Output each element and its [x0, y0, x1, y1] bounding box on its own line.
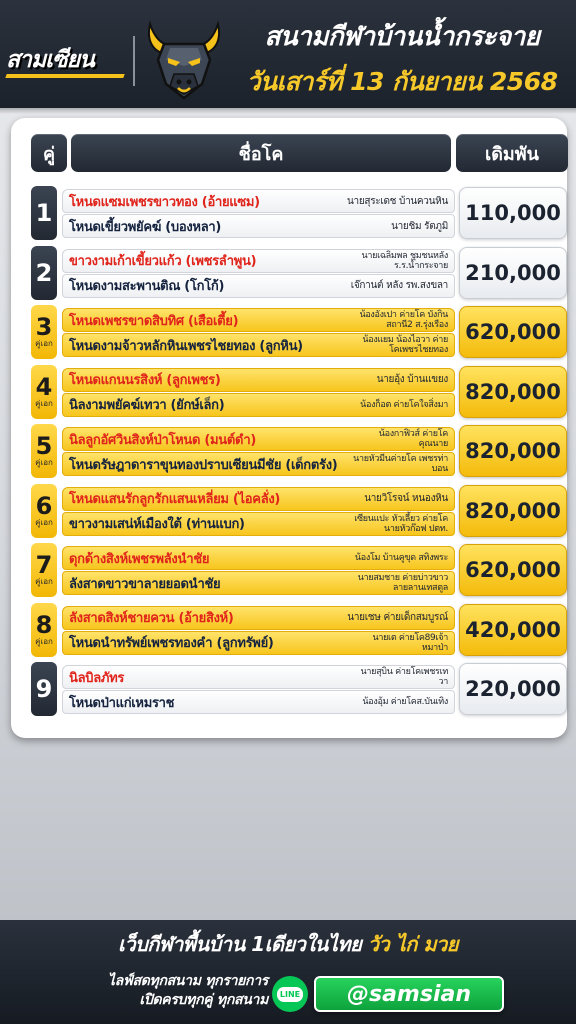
table-header — [21, 134, 567, 174]
brand-underline — [5, 74, 124, 78]
fighter-b-name: โหนดงามสะพานติณ (โกโก้) — [69, 279, 225, 294]
pair-number-value: 6 — [35, 491, 53, 520]
main-pair-tag: คู่เอก — [35, 577, 53, 586]
pair-number — [31, 543, 57, 597]
fighter-a-name: นิลบิลภัทร — [69, 670, 125, 686]
bet-amount: 220,000 — [459, 663, 567, 715]
pair-number-value: 7 — [35, 551, 53, 579]
fighter-a-owner: นายเชษ ค่ายเด็กสมบูรณ์ — [347, 612, 448, 623]
bet-amount: 620,000 — [459, 306, 567, 358]
fighter-a-line — [62, 427, 455, 451]
fighter-a-name: นิลลูกอัศวินสิงห์ป่าโหนด (มนต์ดำ) — [69, 432, 257, 448]
fighter-b-line — [62, 631, 455, 655]
fighter-b-name: นิลงามพยัคฆ์เทวา (ยักษ์เล็ก) — [69, 398, 225, 413]
bet-amount: 210,000 — [459, 247, 567, 299]
fighter-a-name: ดุกด้างสิงห์เพชรพลังนำชัย — [69, 551, 210, 567]
fight-card-panel — [11, 118, 567, 738]
pair-number-value: 2 — [35, 258, 53, 287]
match-row — [21, 424, 567, 480]
pair-number — [31, 186, 57, 240]
fighter-a-name: โหนดแสนรักลูกรักแสนเหลี่ยม (ไอคลั่ง) — [69, 492, 281, 507]
match-row — [21, 603, 567, 659]
fighter-b-name: ลังสาดขาวขาลายยอดนำชัย — [69, 576, 221, 592]
fighter-b-name: โหนดป่าแก่เหมราช — [69, 695, 175, 711]
pair-number-value: 9 — [35, 675, 53, 703]
brand-divider — [133, 36, 135, 86]
brand-logo — [6, 40, 128, 80]
bet-amount: 420,000 — [459, 604, 567, 656]
tagline-line-1: ไลฟ์สดทุกสนาม ทุกรายการ — [107, 973, 268, 989]
bull-head-icon — [144, 14, 224, 100]
fighter-b-name: โหนดนำทรัพย์เพชรทองคำ (ลูกทรัพย์) — [69, 636, 274, 651]
header-banner — [0, 0, 576, 108]
fighter-b-name: โหนดเขี้ยวพยัคฆ์ (บองหลา) — [69, 219, 222, 235]
fighter-a-owner: นายวิโรจน์ หนองหิน — [364, 493, 448, 504]
match-row — [21, 246, 567, 302]
fighter-a-owner: นายสุบิน ค่ายโคเพชรเทวา — [360, 667, 448, 687]
pair-number-value: 8 — [35, 610, 53, 639]
fighter-a-name: ลังสาดสิงห์ชายควน (อ้ายสิงห์) — [69, 611, 234, 626]
bet-amount: 820,000 — [459, 366, 567, 418]
fighter-a-line — [62, 189, 455, 213]
fighter-b-name: โหนดงามจ้าวหลักหินเพชรไชยทอง (ลูกหิน) — [69, 338, 303, 354]
pair-number — [31, 603, 57, 657]
fighter-a-name: โหนดแซมเพชรขาวทอง (อ้ายแซม) — [69, 194, 260, 210]
slogan-tail: วัว ไก่ มวย — [367, 932, 458, 956]
match-row — [21, 543, 567, 599]
brand-name: สามเซียน — [6, 47, 94, 73]
fighter-b-owner: นายสมชาย ค่ายบ่าวขาวลายลานเทสตูล — [357, 573, 448, 593]
fighter-b-line — [62, 214, 455, 238]
fighter-a-owner: นายสุระเดช บ้านควนหิน — [346, 195, 448, 207]
fighter-b-name: โหนดรัษฎาดาราขุนทองปราบเซียนมีชัย (เด็กตรัง) — [69, 457, 338, 473]
bet-amount: 620,000 — [459, 544, 567, 596]
pair-number — [31, 484, 57, 538]
fighter-b-name: ขาวงามเสน่ห์เมืองใต้ (ท่านแบก) — [69, 517, 245, 532]
pair-number-value: 1 — [35, 199, 53, 227]
fighter-b-line — [62, 571, 455, 595]
tagline-line-2: เปิดครบทุกคู่ ทุกสนาม — [139, 992, 268, 1008]
pair-number-value: 4 — [35, 372, 53, 401]
bet-amount: 820,000 — [459, 485, 567, 537]
match-row — [21, 484, 567, 540]
fighter-b-owner: เซียนแปะ หัวเลี้ยว ค่ายโคนายหัวก๊อฟ ปตท. — [354, 513, 448, 534]
fighter-b-line — [62, 690, 455, 714]
bet-amount: 820,000 — [459, 425, 567, 477]
fighter-b-owner: นายชิม รัตภูมิ — [391, 220, 448, 232]
fighter-b-line — [62, 393, 455, 417]
match-row — [21, 365, 567, 421]
match-row — [21, 662, 567, 718]
line-id-button[interactable]: @samsian — [314, 976, 504, 1012]
fighter-a-name: โหนดเพชรขาดสิบทิศ (เสือเตี้ย) — [69, 313, 239, 329]
event-date: วันเสาร์ที่ 13 กันยายน 2568 — [246, 67, 558, 96]
fighter-b-owner: นายเต ค่ายโค89เจ้าหมาป่า — [372, 632, 448, 653]
fighter-a-line — [62, 606, 455, 630]
fighter-b-owner: น้องแยม น้องไอวา ค่ายโคเพชรไชยทอง — [362, 335, 448, 355]
fighter-a-owner: นายเฉลิมพล ชุมชนหลัง ร.ร.น้ำกระจาย — [361, 250, 448, 271]
col-name-header: ชื่อโค — [71, 134, 451, 172]
fighter-b-owner: นายหัวมีนค่ายโค เพชรท่าบอน — [353, 454, 448, 474]
fighter-b-line — [62, 274, 455, 298]
pair-number — [31, 365, 57, 419]
slogan-main: เว็บกีฬาพื้นบ้าน 1เดียวในไทย — [118, 932, 362, 956]
fighter-a-name: โหนดแกนนรสิงห์ (ลูกเพชร) — [69, 373, 221, 388]
fighter-a-owner: น้องโม บ้านคูขุด สทิงพระ — [354, 553, 448, 563]
main-pair-tag: คู่เอก — [35, 398, 53, 408]
fighter-b-line — [62, 452, 455, 476]
pair-number-value: 3 — [35, 313, 53, 341]
main-pair-tag: คู่เอก — [35, 339, 53, 348]
match-row — [21, 186, 567, 242]
main-pair-tag: คู่เอก — [35, 458, 53, 467]
fighter-b-line — [62, 333, 455, 357]
pair-number-value: 5 — [35, 432, 53, 460]
fighter-b-line — [62, 512, 455, 536]
fighter-a-line — [62, 487, 455, 511]
fighter-b-owner: น้องอุ้ม ค่ายโคส.บันเทิง — [362, 697, 448, 707]
line-badge-label: LINE — [277, 987, 303, 1002]
venue-title: สนามกีฬาบ้านน้ำกระจาย — [264, 22, 540, 52]
pair-number — [31, 424, 57, 478]
fighter-a-line — [62, 546, 455, 570]
bet-amount: 110,000 — [459, 187, 567, 239]
col-pair-header: คู่ — [31, 134, 67, 172]
fighter-a-line — [62, 249, 455, 273]
fighter-a-owner: น้องกาฟิวส์ ค่ายโคคุณนาย — [378, 429, 448, 449]
fighter-b-owner: เจ๊กานต์ หลัง รพ.สงขลา — [350, 280, 448, 291]
fighter-a-line — [62, 308, 455, 332]
footer-slogan — [0, 928, 576, 960]
fighter-b-owner: น้องก็อต ค่ายโคใจสิ่งมา — [360, 399, 448, 410]
pair-number — [31, 662, 57, 716]
fighter-a-owner: น้องอังเปา ค่ายโค บังกินสถานี2 ส.รุ่งเรือง — [359, 310, 448, 330]
col-bet-header: เดิมพัน — [456, 134, 568, 172]
main-pair-tag: คู่เอก — [35, 636, 53, 646]
line-app-icon[interactable] — [272, 976, 308, 1012]
pair-number — [31, 305, 57, 359]
footer-tagline — [58, 972, 268, 1010]
pair-number — [31, 246, 57, 300]
fighter-a-line — [62, 368, 455, 392]
fighter-a-owner: นายอุ้ง บ้านแขยง — [376, 374, 448, 385]
fighter-a-name: ขาวงามเก้าเขี้ยวแก้ว (เพชรลำพูน) — [69, 254, 257, 269]
main-pair-tag: คู่เอก — [35, 517, 53, 527]
match-row — [21, 305, 567, 361]
fighter-a-line — [62, 665, 455, 689]
